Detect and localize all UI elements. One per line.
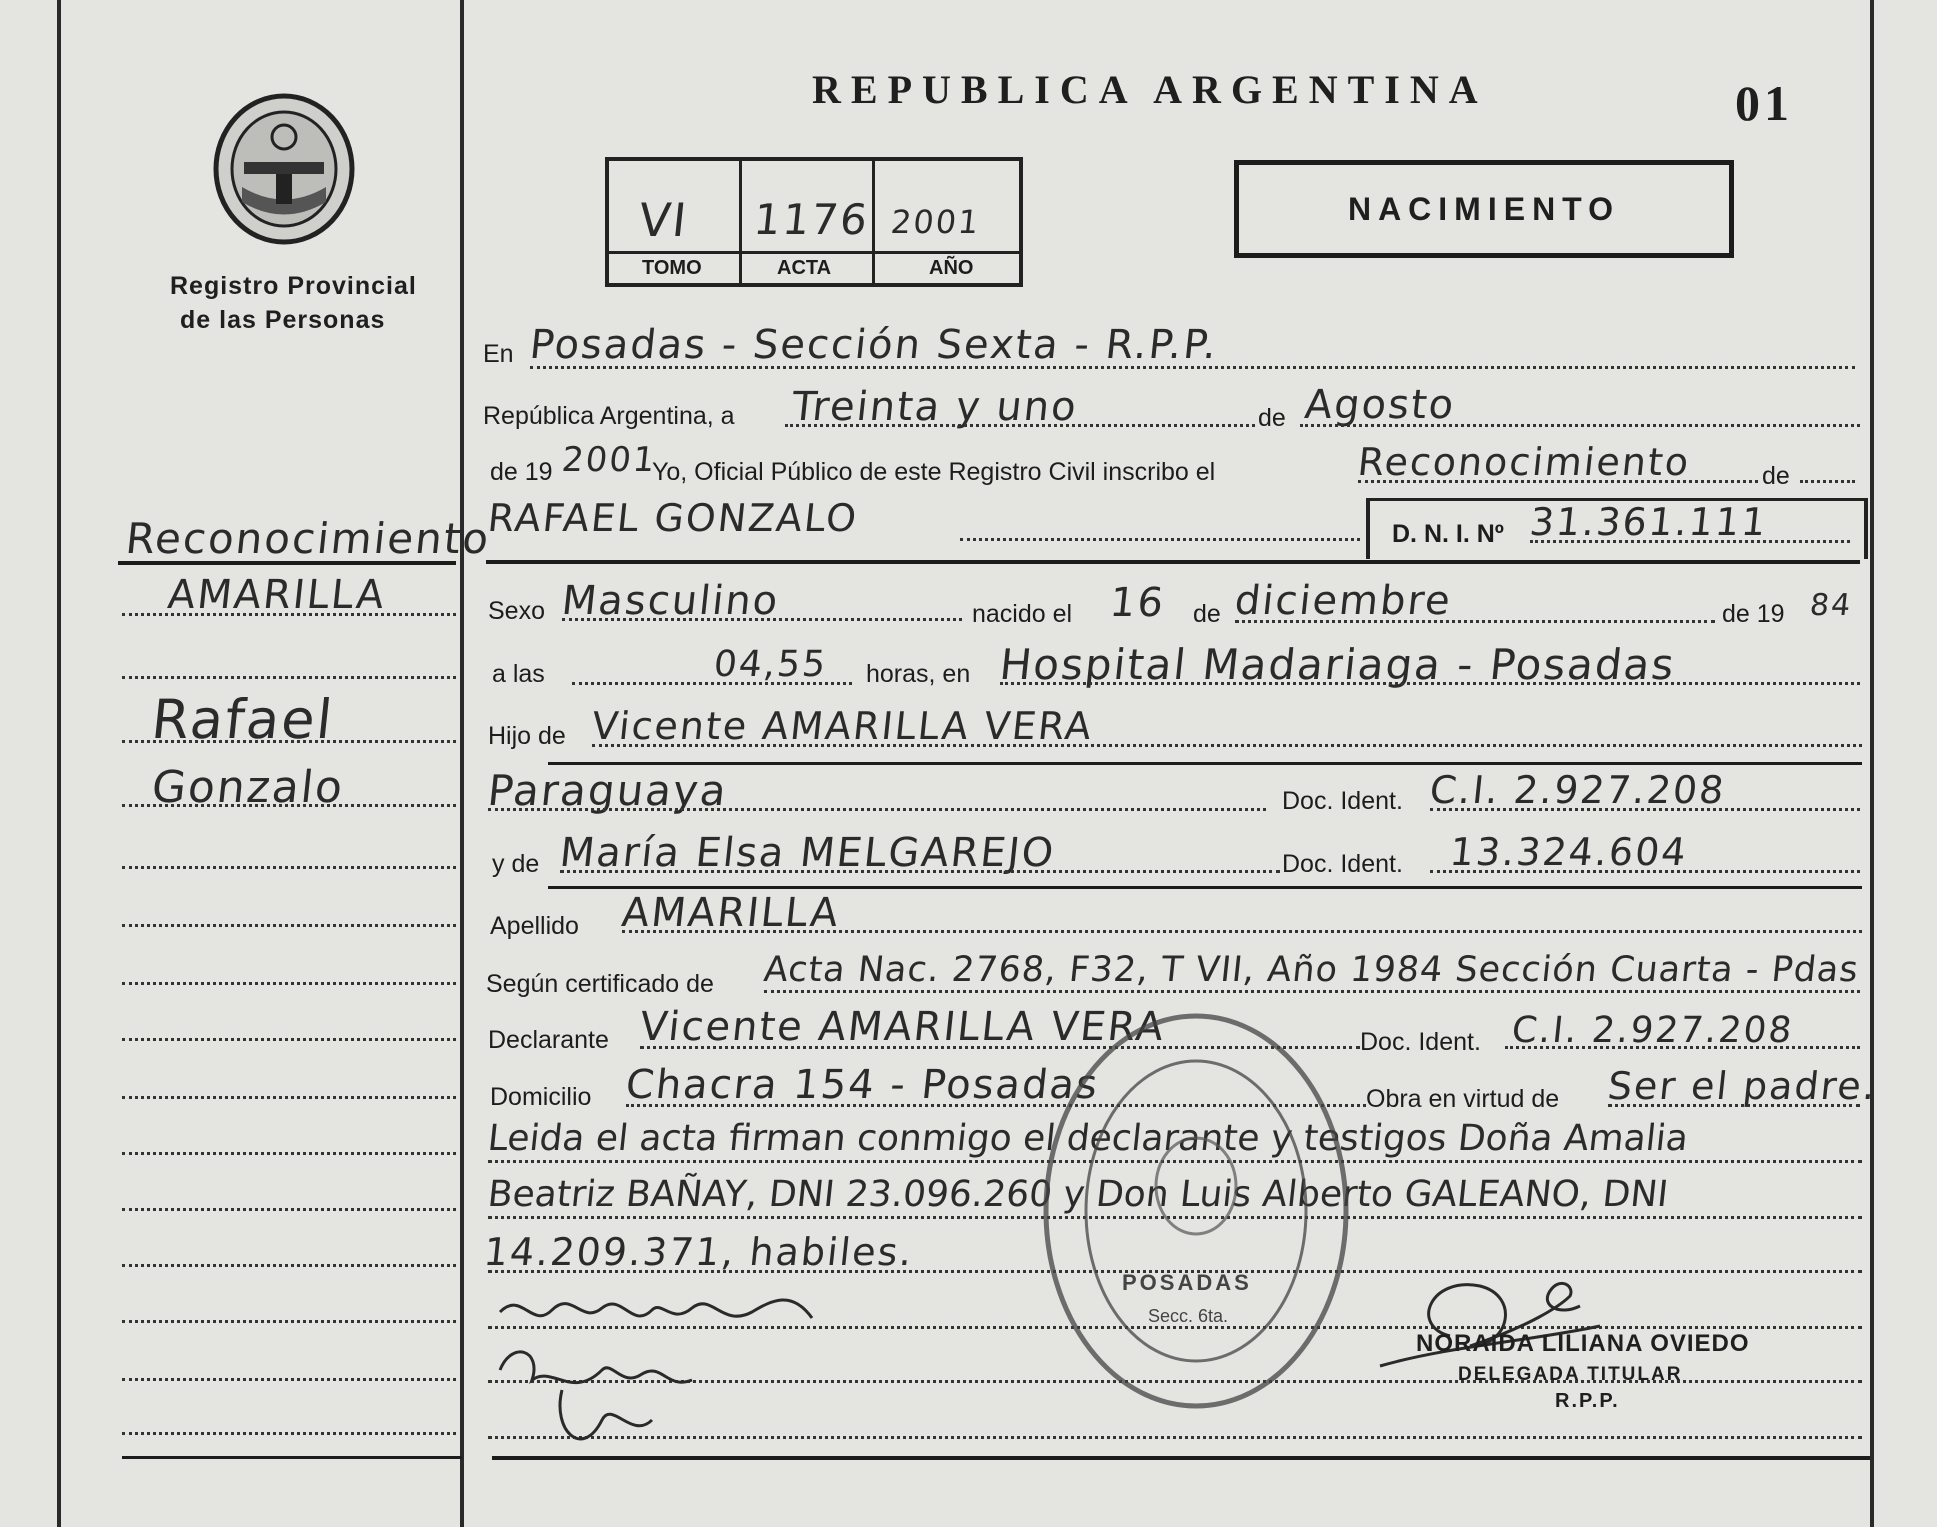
sidebar-note: Reconocimiento <box>123 514 493 563</box>
child-name-value: RAFAEL GONZALO <box>485 496 861 540</box>
observation-line-1: Leida el acta firman conmigo el declarante y testigos Doña Amalia <box>485 1118 1691 1159</box>
nacido-label: nacido el <box>972 600 1073 628</box>
declarante-label: Declarante <box>488 1026 609 1054</box>
record-number-box <box>605 157 1023 287</box>
yde-label: y de <box>492 850 540 878</box>
alas-label: a las <box>492 660 545 688</box>
mother-section-rule <box>548 886 1862 889</box>
province-seal <box>212 92 357 247</box>
domicilio-value: Chacra 154 - Posadas <box>623 1062 1102 1108</box>
official-org: R.P.P. <box>1555 1390 1620 1412</box>
seal-caption <box>420 0 432 1</box>
registry-name-line1: Registro Provincial <box>170 272 417 300</box>
nacido-day: 16 <box>1107 580 1168 626</box>
registry-name-line2: de las Personas <box>180 306 386 334</box>
dni-value: 31.361.111 <box>1527 500 1770 544</box>
madre-doc-value: 13.324.604 <box>1447 830 1690 874</box>
segun-value: Acta Nac. 2768, F32, T VII, Año 1984 Sección Cuarta - Pdas <box>761 950 1861 990</box>
en-label: En <box>483 340 514 368</box>
stamp-city: POSADAS <box>1122 1270 1252 1295</box>
madre-value: María Elsa MELGAREJO <box>557 830 1058 876</box>
padre-doc-label: Doc. Ident. <box>1282 787 1403 815</box>
madre-doc-label: Doc. Ident. <box>1282 850 1403 878</box>
observation-line-3: 14.209.371, habiles. <box>481 1230 916 1274</box>
declarante-value: Vicente AMARILLA VERA <box>637 1004 1168 1050</box>
name-section-rule <box>486 560 1860 564</box>
registry-stamp <box>1036 1006 1356 1421</box>
nacido-month: diciembre <box>1232 578 1455 624</box>
record-type-label: NACIMIENTO <box>1347 190 1621 227</box>
observation-line-2: Beatriz BAÑAY, DNI 23.096.260 y Don Luis Alberto GALEANO, DNI <box>485 1174 1671 1215</box>
page-number: 01 <box>1735 75 1793 131</box>
de-anio-label: de 19 <box>1722 600 1785 628</box>
padre-nacionalidad-value: Paraguaya <box>485 766 731 815</box>
yo-label: Yo, Oficial Público de este Registro Civil inscribo el <box>652 458 1216 486</box>
de-mes-label: de <box>1193 600 1221 628</box>
hora-value: 04,55 <box>711 644 830 685</box>
padre-doc-value: C.I. 2.927.208 <box>1427 768 1728 812</box>
sidebar-rule <box>118 561 456 565</box>
acta-label: ACTA <box>777 257 832 279</box>
declarante-doc-label: Doc. Ident. <box>1360 1028 1481 1056</box>
nacido-year: 84 <box>1808 588 1855 623</box>
sexo-value: Masculino <box>559 578 782 624</box>
en-value: Posadas - Sección Sexta - R.P.P. <box>527 322 1221 368</box>
sexo-label: Sexo <box>488 597 545 625</box>
ano-value: 2001 <box>889 203 983 241</box>
lugar-value: Hospital Madariaga - Posadas <box>997 640 1679 689</box>
de-end-label: de <box>1762 462 1790 490</box>
official-name: NORAIDA LILIANA OVIEDO <box>1416 1330 1750 1357</box>
de-label: de <box>1258 404 1286 432</box>
domicilio-label: Domicilio <box>490 1083 592 1111</box>
year-value: 2001 <box>559 440 659 480</box>
column-divider-line <box>460 0 464 1527</box>
father-section-rule <box>548 762 1862 765</box>
tomo-value: VI <box>636 193 691 247</box>
republica-label: República Argentina, a <box>483 402 735 430</box>
record-type-box <box>1234 160 1734 258</box>
official-title: DELEGADA TITULAR <box>1458 1364 1683 1385</box>
left-margin-line <box>57 0 61 1527</box>
tomo-label: TOMO <box>642 257 702 279</box>
sidebar-given-name-2: Gonzalo <box>149 762 347 813</box>
horas-label: horas, en <box>866 660 971 688</box>
ano-label: AÑO <box>929 257 974 279</box>
sidebar-bottom-rule <box>122 1456 462 1459</box>
sidebar-surname: AMARILLA <box>165 572 389 618</box>
sidebar-given-name-1: Rafael <box>148 688 338 751</box>
de19-label: de 19 <box>490 458 553 486</box>
day-value: Treinta y uno <box>789 384 1081 430</box>
declarante-signature <box>492 1270 892 1465</box>
inscribo-value: Reconocimiento <box>1355 440 1693 484</box>
declarante-doc-value: C.I. 2.927.208 <box>1509 1010 1796 1051</box>
apellido-label: Apellido <box>490 912 579 940</box>
obra-label: Obra en virtud de <box>1366 1085 1560 1113</box>
hijo-label: Hijo de <box>488 722 566 750</box>
acta-value: 1176 <box>751 195 872 244</box>
apellido-value: AMARILLA <box>619 890 843 936</box>
segun-label: Según certificado de <box>486 970 714 998</box>
month-value: Agosto <box>1302 382 1458 428</box>
dni-label: D. N. I. Nº <box>1392 520 1504 548</box>
padre-value: Vicente AMARILLA VERA <box>589 704 1096 748</box>
obra-value: Ser el padre. <box>1605 1064 1880 1108</box>
country-heading: REPUBLICA ARGENTINA <box>812 67 1488 112</box>
stamp-section: Secc. 6ta. <box>1148 1306 1229 1326</box>
right-margin-line <box>1870 0 1874 1527</box>
